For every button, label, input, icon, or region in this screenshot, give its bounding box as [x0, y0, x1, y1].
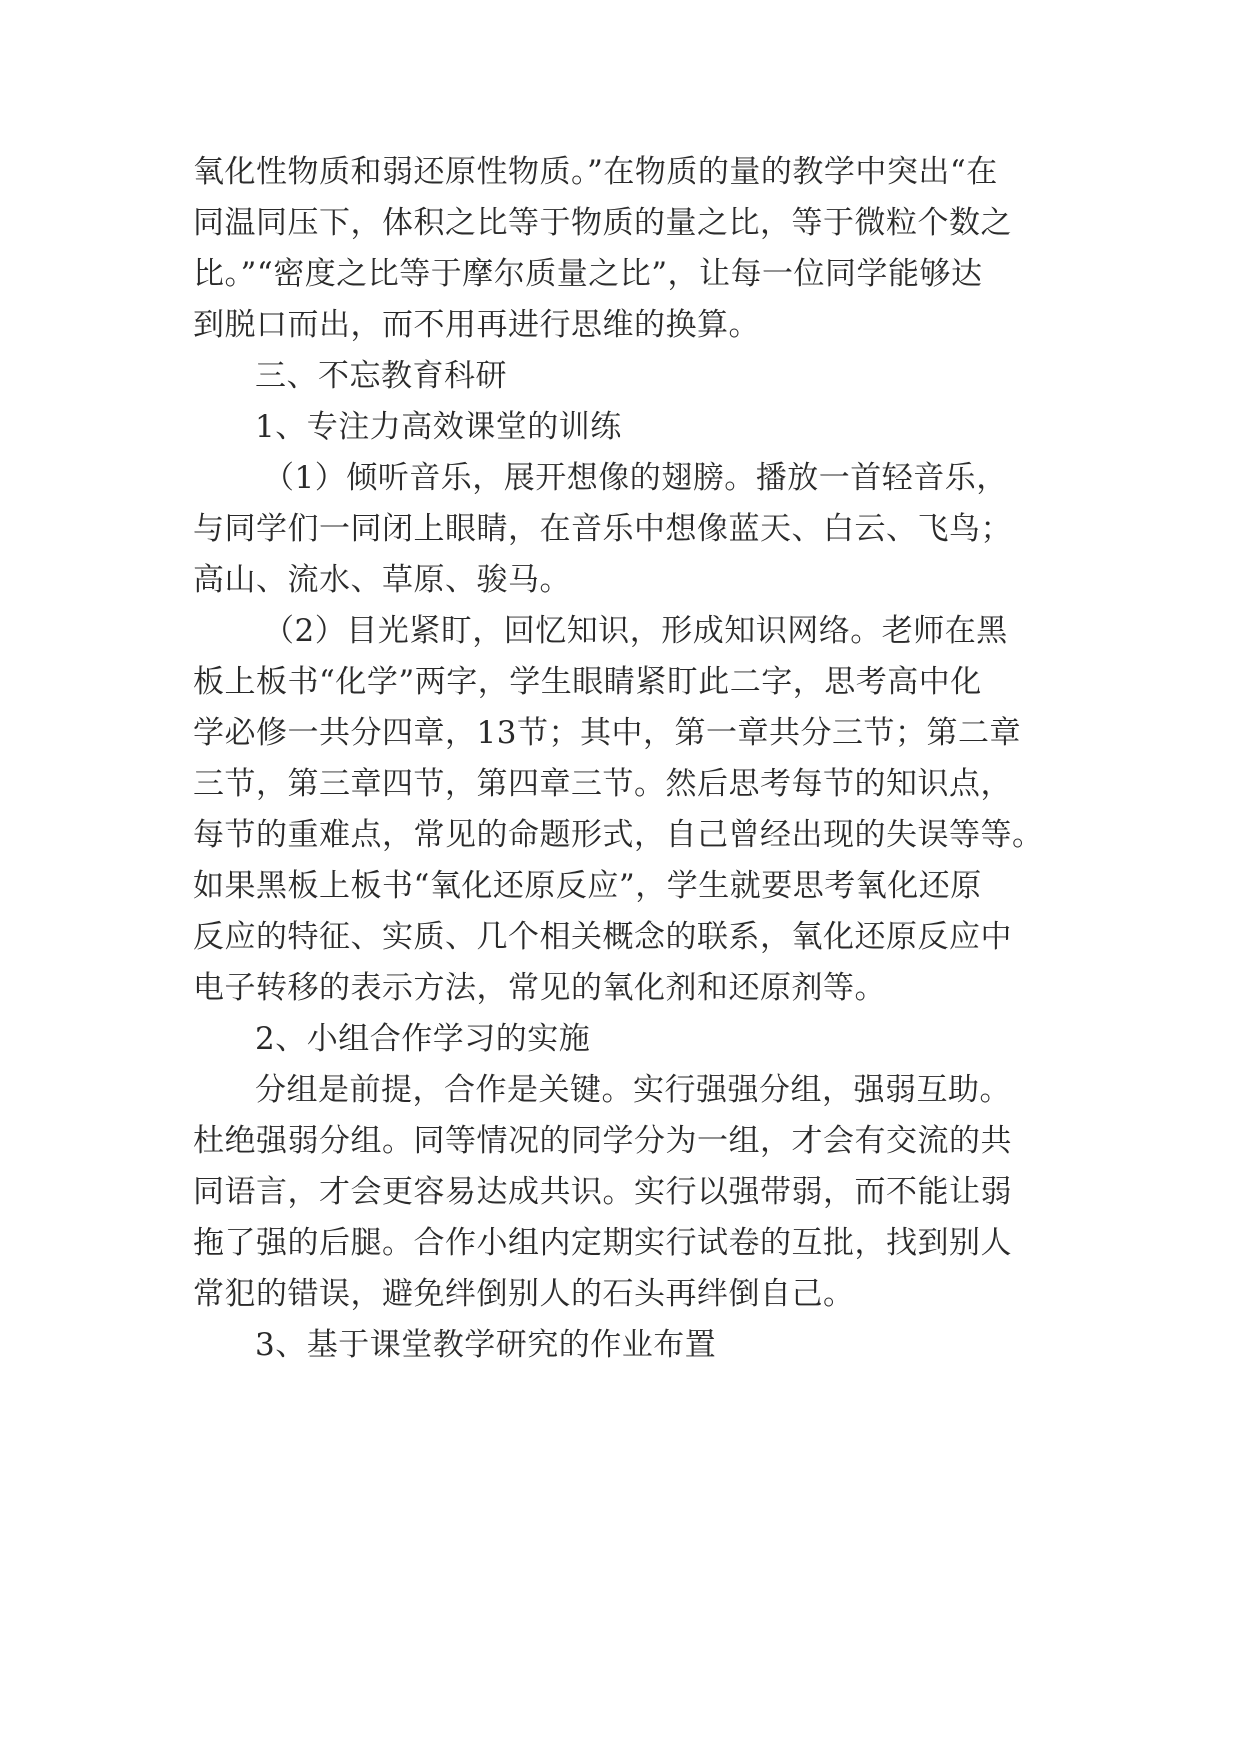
text-line: 三节，第三章四节，第四章三节。然后思考每节的知识点， [193, 766, 1012, 802]
text-line: 常犯的错误，避免绊倒别人的石头再绊倒自己。 [193, 1276, 855, 1312]
text-line: 每节的重难点，常见的命题形式，自己曾经出现的失误等等。 [193, 817, 1044, 853]
text-line: 学必修一共分四章，13节；其中，第一章共分三节；第二章 [193, 715, 1021, 751]
subsection-heading: 3、基于课堂教学研究的作业布置 [255, 1327, 717, 1363]
section-heading: 三、不忘教育科研 [255, 358, 507, 394]
text-line: 如果黑板上板书“氧化还原反应”，学生就要思考氧化还原 [193, 868, 982, 904]
text-line: 高山、流水、草原、骏马。 [193, 562, 571, 598]
text-line: （1）倾听音乐，展开想像的翅膀。播放一首轻音乐， [263, 460, 1008, 496]
text-line: 板上板书“化学”两字，学生眼睛紧盯此二字，思考高中化 [193, 664, 982, 700]
subsection-heading: 2、小组合作学习的实施 [255, 1021, 591, 1057]
text-line: 杜绝强弱分组。同等情况的同学分为一组，才会有交流的共 [193, 1123, 1012, 1159]
text-line: （2）目光紧盯，回忆知识，形成知识网络。老师在黑 [263, 613, 1008, 649]
text-line: 同语言，才会更容易达成共识。实行以强带弱，而不能让弱 [193, 1174, 1012, 1210]
text-line: 同温同压下，体积之比等于物质的量之比，等于微粒个数之 [193, 205, 1012, 241]
text-line: 比。”“密度之比等于摩尔质量之比”，让每一位同学能够达 [193, 256, 983, 292]
text-line: 与同学们一同闭上眼睛，在音乐中想像蓝天、白云、飞鸟； [193, 511, 1012, 547]
text-line: 拖了强的后腿。合作小组内定期实行试卷的互批，找到别人 [193, 1225, 1012, 1261]
subsection-heading: 1、专注力高效课堂的训练 [255, 409, 622, 445]
text-line: 到脱口而出，而不用再进行思维的换算。 [193, 307, 760, 343]
text-line: 反应的特征、实质、几个相关概念的联系，氧化还原反应中 [193, 919, 1012, 955]
text-line: 电子转移的表示方法，常见的氧化剂和还原剂等。 [193, 970, 886, 1006]
text-line: 氧化性物质和弱还原性物质。”在物质的量的教学中突出“在 [193, 154, 998, 190]
text-line: 分组是前提，合作是关键。实行强强分组，强弱互助。 [255, 1072, 1011, 1108]
